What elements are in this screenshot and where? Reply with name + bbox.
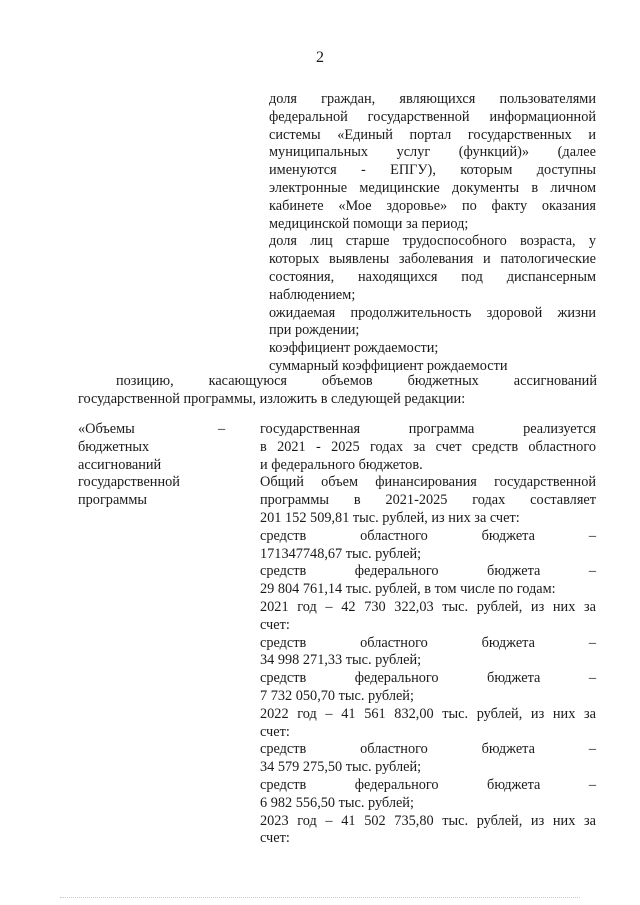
budget-line: 2021 год – 42 730 322,03 тыс. рублей, из них за [260,598,596,615]
indicator-line: федеральной государственной информационной [269,108,596,125]
label-line: «Объемы [78,421,135,437]
budget-line: средств федерального бюджета – [260,563,596,580]
indicator-line: кабинете «Мое здоровье» по факту оказания [269,197,596,214]
indicator-line: ожидаемая продолжительность здоровой жизни [269,304,596,321]
budget-line: счет: [260,616,290,633]
budget-line: средств федерального бюджета – [260,670,596,687]
indicator-line: системы «Единый портал государственных и [269,126,596,143]
budget-line: 2023 год – 41 502 735,80 тыс. рублей, из них за [260,812,596,829]
indicator-line: именуются - ЕПГУ), которым доступны [269,162,596,179]
budget-line: 34 579 275,50 тыс. рублей; [260,759,422,776]
budget-line: средств областного бюджета – [260,741,596,758]
budget-line: 7 732 050,70 тыс. рублей; [260,687,414,704]
label-line: программы [78,492,148,509]
budget-line: 6 982 556,50 тыс. рублей; [260,794,414,811]
budget-line: 201 152 509,81 тыс. рублей, из них за счет: [260,509,520,526]
budget-line: средств федерального бюджета – [260,776,596,793]
label-dash: – [218,421,226,437]
intro-paragraph [78,373,597,409]
indicator-line: коэффициент рождаемости; [269,340,439,357]
indicator-line: электронные медицинские документы в личном [269,179,596,196]
budget-line: и федерального бюджетов. [260,456,423,473]
indicator-line: которых выявлены заболевания и патологические [269,251,596,268]
page-number: 2 [316,49,324,66]
scan-edge-artifact [60,897,580,901]
indicator-list [269,91,596,376]
indicator-line: доля лиц старше трудоспособного возраста, у [269,233,596,250]
indicator-line: медицинской помощи за период; [269,215,469,232]
indicator-line: состояния, находящихся под диспансерным [269,268,596,285]
indicator-line: муниципальных услуг (функций)» (далее [269,144,596,161]
budget-line: 29 804 761,14 тыс. рублей, в том числе по годам: [260,581,556,598]
budget-line: счет: [260,723,290,740]
indicator-line: наблюдением; [269,286,356,303]
budget-line: программы в 2021-2025 годах составляет [260,492,596,509]
indicator-line: при рождении; [269,322,360,339]
budget-line: счет: [260,830,290,847]
budget-line: средств областного бюджета – [260,634,596,651]
budget-label [78,421,238,510]
budget-line: Общий объем финансирования государственной [260,474,596,491]
intro-line: позицию, касающуюся объемов бюджетных ассигнований [116,373,597,389]
label-line: ассигнований [78,456,162,473]
budget-line: 2022 год – 41 561 832,00 тыс. рублей, из них за [260,705,596,722]
budget-line: 34 998 271,33 тыс. рублей; [260,652,422,669]
intro-line: государственной программы, изложить в следующей редакции: [78,390,466,407]
budget-line: государственная программа реализуется [260,421,596,437]
budget-line: в 2021 - 2025 годах за счет средств областного [260,438,596,455]
indicator-line: суммарный коэффициент рождаемости [269,357,508,374]
indicator-line: доля граждан, являющихся пользователями [269,91,596,107]
budget-description [260,421,596,848]
label-line: бюджетных [78,438,150,455]
budget-line: 171347748,67 тыс. рублей; [260,545,422,562]
label-line: государственной [78,474,180,491]
budget-line: средств областного бюджета – [260,527,596,544]
